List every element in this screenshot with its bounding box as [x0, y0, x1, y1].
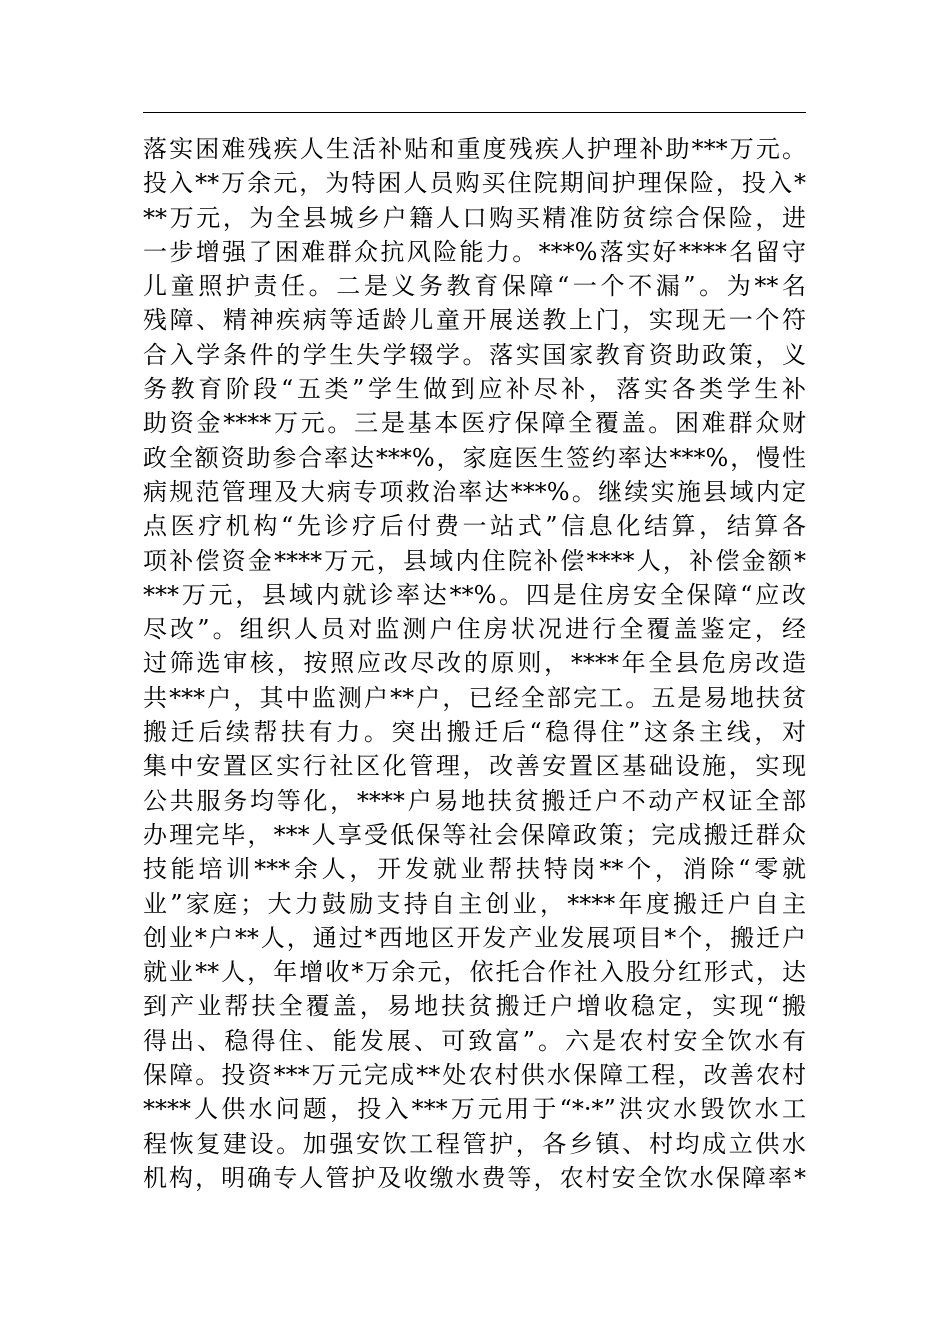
- text-line-5: 儿童照护责任。二是义务教育保障“一个不漏”。为**名: [143, 272, 806, 301]
- text-line-7: 合入学条件的学生失学辍学。落实国家教育资助政策，义: [143, 340, 806, 369]
- text-line-25: 就业**人，年增收*万余元，依托合作社入股分红形式，达: [143, 958, 806, 987]
- text-line-10: 政全额资助参合率达***%，家庭医生签约率达***%，慢性: [143, 443, 806, 472]
- text-line-17: 共***户，其中监测户**户，已经全部完工。五是易地扶贫: [143, 683, 806, 712]
- text-line-15: 尽改”。组织人员对监测户住房状况进行全覆盖鉴定，经: [143, 615, 806, 644]
- text-line-9: 助资金****万元。三是基本医疗保障全覆盖。困难群众财: [143, 409, 806, 438]
- text-line-4: 一步增强了困难群众抗风险能力。***%落实好****名留守: [143, 237, 806, 266]
- text-line-30: 程恢复建设。加强安饮工程管护，各乡镇、村均成立供水: [143, 1129, 806, 1158]
- text-line-28: 保障。投资***万元完成**处农村供水保障工程，改善农村: [143, 1061, 806, 1090]
- body-text: [143, 132, 806, 1195]
- text-line-14: ***万元，县域内就诊率达**%。四是住房安全保障“应改: [143, 580, 806, 609]
- text-line-1: 落实困难残疾人生活补贴和重度残疾人护理补助***万元。: [143, 135, 806, 163]
- text-line-20: 公共服务均等化，****户易地扶贫搬迁户不动产权证全部: [143, 786, 806, 815]
- text-line-31: 机构，明确专人管护及收缴水费等，农村安全饮水保障率*: [143, 1163, 806, 1192]
- text-line-13: 项补偿资金****万元，县域内住院补偿****人，补偿金额*: [143, 546, 806, 575]
- text-line-27: 得出、稳得住、能发展、可致富”。六是农村安全饮水有: [143, 1026, 806, 1055]
- text-line-3: **万元，为全县城乡户籍人口购买精准防贫综合保险，进: [143, 203, 806, 232]
- text-line-26: 到产业帮扶全覆盖，易地扶贫搬迁户增收稳定，实现“搬: [143, 992, 806, 1021]
- text-line-21: 办理完毕，***人享受低保等社会保障政策；完成搬迁群众: [143, 820, 806, 849]
- text-line-16: 过筛选审核，按照应改尽改的原则，****年全县危房改造: [143, 649, 806, 678]
- text-line-6: 残障、精神疾病等适龄儿童开展送教上门，实现无一个符: [143, 306, 806, 335]
- text-line-23: 业”家庭；大力鼓励支持自主创业，****年度搬迁户自主: [143, 889, 806, 918]
- text-line-12: 点医疗机构“先诊疗后付费一站式”信息化结算，结算各: [143, 512, 806, 541]
- text-line-2: 投入**万余元，为特困人员购买住院期间护理保险，投入*: [143, 169, 806, 198]
- text-line-18: 搬迁后续帮扶有力。突出搬迁后“稳得住”这条主线，对: [143, 718, 806, 747]
- text-line-29: ****人供水问题，投入***万元用于“*·*”洪灾水毁饮水工: [143, 1095, 806, 1124]
- header-rule: [143, 112, 806, 113]
- text-line-11: 病规范管理及大病专项救治率达***%。继续实施县域内定: [143, 477, 806, 506]
- text-line-8: 务教育阶段“五类”学生做到应补尽补，落实各类学生补: [143, 375, 806, 404]
- text-line-22: 技能培训***余人，开发就业帮扶特岗**个，消除“零就: [143, 855, 806, 884]
- text-line-24: 创业*户**人，通过*西地区开发产业发展项目*个，搬迁户: [143, 923, 806, 952]
- text-line-19: 集中安置区实行社区化管理，改善安置区基础设施，实现: [143, 752, 806, 781]
